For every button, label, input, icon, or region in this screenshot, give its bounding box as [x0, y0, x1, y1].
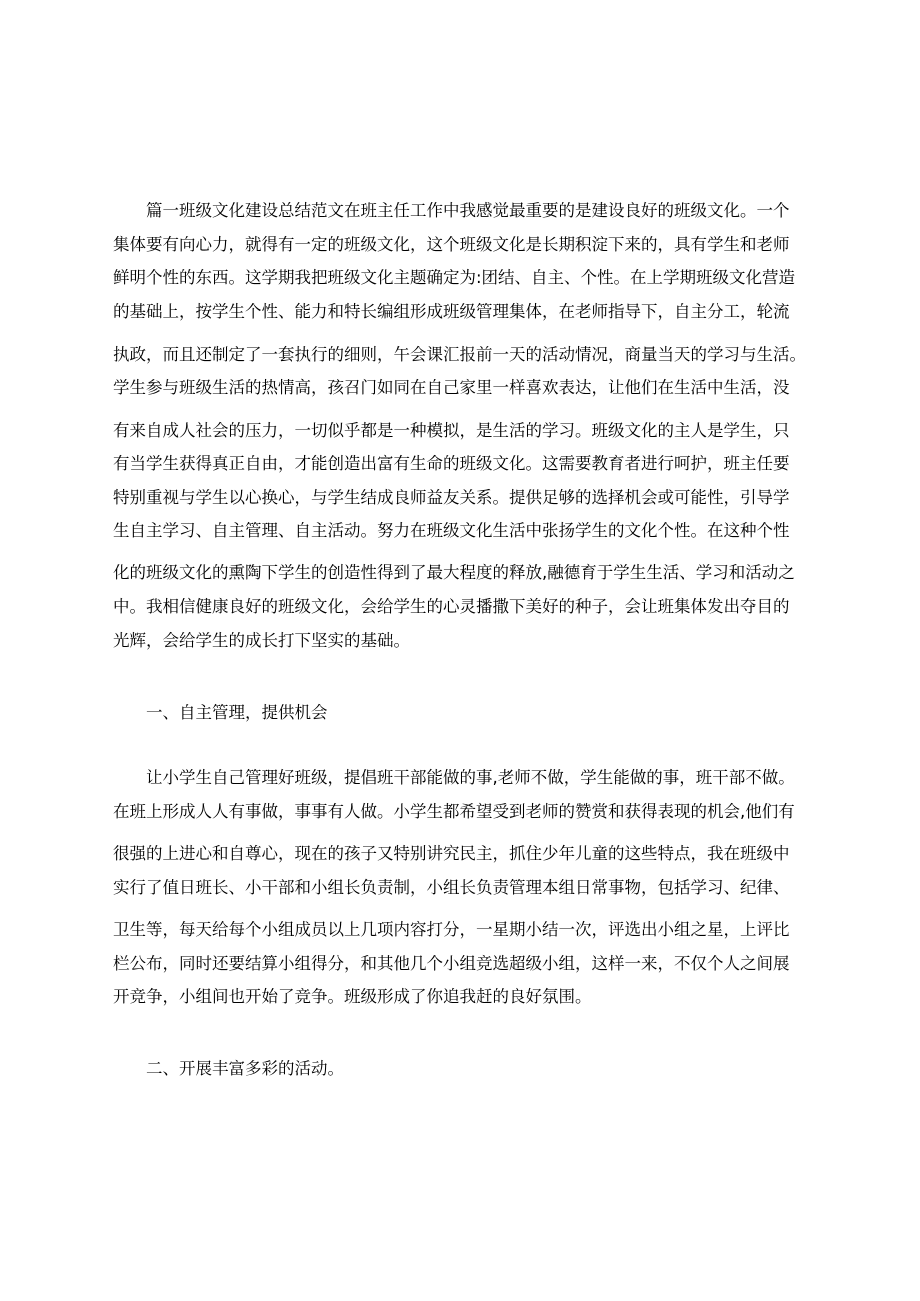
- paragraph-1-line-10: 生自主学习、自主管理、自主活动。努力在班级文化生活中张扬学生的文化个性。在这种个性: [113, 521, 790, 540]
- paragraph-1-line-9: 特别重视与学生以心换心，与学生结成良师益友关系。提供足够的选择机会或可能性，引导学: [113, 488, 790, 507]
- section-heading-1: 一、自主管理，提供机会: [146, 703, 328, 722]
- paragraph-1-line-2: 集体要有向心力，就得有一定的班级文化，这个班级文化是长期积淀下来的，具有学生和老师: [113, 235, 790, 254]
- paragraph-1-line-7: 有来自成人社会的压力，一切似乎都是一种模拟，是生活的学习。班级文化的主人是学生，只: [113, 421, 790, 440]
- paragraph-1-line-8: 有当学生获得真正自由，才能创造出富有生命的班级文化。这需要教育者进行呵护，班主任要: [113, 454, 790, 473]
- paragraph-1-line-5: 执政，而且还制定了一套执行的细则，午会课汇报前一天的活动情况，商量当天的学习与生活。: [113, 345, 806, 364]
- paragraph-1-line-11: 化的班级文化的熏陶下学生的创造性得到了最大程度的释放,融德育于学生生活、学习和活动之: [113, 563, 795, 582]
- paragraph-1-line-6: 学生参与班级生活的热情高，孩召门如同在自己家里一样喜欢表达，让他们在生活中生活，没: [113, 378, 790, 397]
- section-heading-2: 二、开展丰富多彩的活动。: [146, 1059, 344, 1078]
- paragraph-1-line-12: 中。我相信健康良好的班级文化，会给学生的心灵播撒下美好的种子，会让班集体发出夺目的: [113, 597, 790, 616]
- paragraph-2-line-4: 实行了值日班长、小干部和小组长负责制，小组长负责管理本组日常事物，包括学习、纪律、: [113, 878, 790, 897]
- paragraph-2-line-7: 开竞争，小组间也开始了竞争。班级形成了你追我赶的良好氛围。: [113, 987, 592, 1006]
- paragraph-2-line-5: 卫生等，每天给每个小组成员以上几项内容打分，一星期小结一次，评选出小组之星，上评比: [113, 920, 790, 939]
- paragraph-2-line-6: 栏公布，同时还要结算小组得分，和其他几个小组竞选超级小组，这样一来，不仅个人之间展: [113, 954, 790, 973]
- paragraph-2-line-1: 让小学生自己管理好班级，提倡班干部能做的事,老师不做，学生能做的事，班干部不做。: [146, 768, 795, 787]
- paragraph-1-line-1: 篇一班级文化建设总结范文在班主任工作中我感觉最重要的是建设良好的班级文化。一个: [146, 201, 790, 220]
- paragraph-1-line-13: 光辉，会给学生的成长打下坚实的基础。: [113, 631, 410, 650]
- paragraph-1-line-4: 的基础上，按学生个性、能力和特长编组形成班级管理集体，在老师指导下，自主分工，轮流: [113, 302, 790, 321]
- paragraph-2-line-2: 在班上形成人人有事做，事事有人做。小学生都希望受到老师的赞赏和获得表现的机会,他们有: [113, 802, 795, 821]
- paragraph-2-line-3: 很强的上进心和自尊心，现在的孩子又特别讲究民主，抓住少年儿童的这些特点，我在班级中: [113, 844, 790, 863]
- paragraph-1-line-3: 鲜明个性的东西。这学期我把班级文化主题确定为:团结、自主、个性。在上学期班级文化营造: [113, 268, 796, 287]
